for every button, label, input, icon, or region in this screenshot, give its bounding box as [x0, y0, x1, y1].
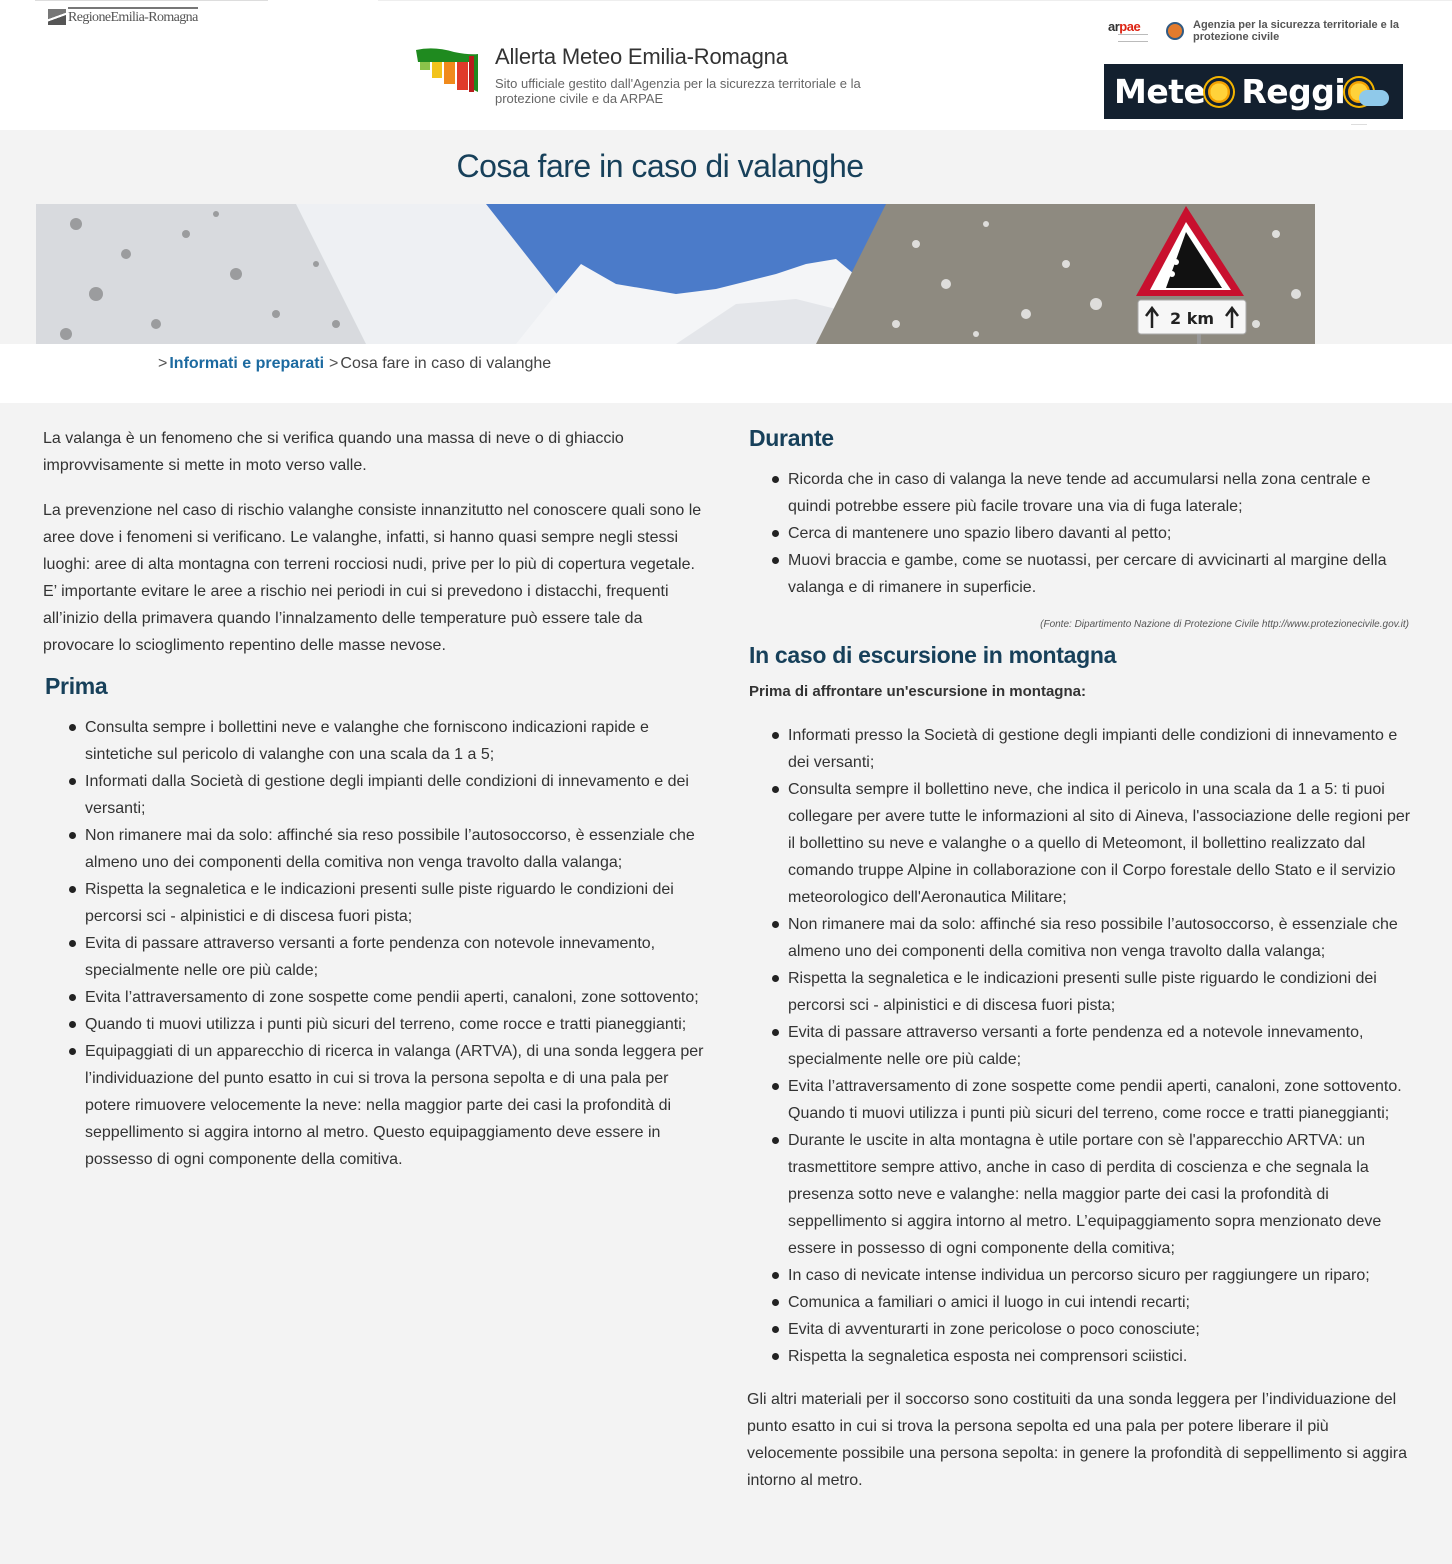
prima-list: [43, 714, 708, 1173]
list-item: Evita di passare attraverso versanti a forte pendenza con notevole innevamento, specialmente nelle ore più calde;: [43, 930, 708, 984]
site-title[interactable]: Allerta Meteo Emilia-Romagna: [495, 44, 788, 69]
list-item: Evita di passare attraverso versanti a forte pendenza ed a notevole innevamento, specialmente nelle ore più calde;: [746, 1019, 1414, 1073]
section-heading-escursione: In caso di escursione in montagna: [749, 642, 1117, 668]
closing-paragraph: Gli altri materiali per il soccorso sono costituiti da una sonda leggera per l’individuazione del punto esatto in cui si trova la persona sepolta ed una pala per potere liberare il più velocemente possibile una persona sepolta: in genere la profondità di seppellimento si aggira intorno al metro.: [747, 1391, 1407, 1489]
list-item: Informati presso la Società di gestione degli impianti delle condizioni di innevamento e dei versanti;: [746, 722, 1414, 776]
escursione-list: [746, 722, 1414, 1370]
breadcrumb: [158, 355, 551, 373]
list-item: In caso di nevicate intense individua un percorso sicuro per raggiungere un riparo;: [746, 1262, 1414, 1289]
sun-icon: [1208, 81, 1230, 103]
breadcrumb-bar: [3, 381, 1452, 403]
prevention-paragraph: La prevenzione nel caso di rischio valanghe consiste innanzitutto nel conoscere quali sono le aree dove i fenomeni si verificano. Le valanghe, infatti, si hanno quasi sempre negli stessi luoghi: aree di alta montagna con terreni rocciosi nudi, prive per lo più di copertura vegetale. E’ importante evitare le aree a rischio nei periodi in cui si prevedono i distacchi, frequenti all’inizio della primavera quando l’innalzamento delle temperature può essere tale da provocare lo scioglimento repentino delle masse nevose.: [43, 502, 702, 654]
agency-text[interactable]: Agenzia per la sicurezza territoriale e la protezione civile: [1193, 19, 1400, 43]
hero-image: [36, 204, 1315, 344]
meteo-reggio-banner[interactable]: [1104, 64, 1403, 119]
right-column: [749, 425, 1414, 1494]
divider: [35, 0, 268, 1]
list-item: Rispetta la segnaletica esposta nei comprensori sciistici.: [746, 1343, 1414, 1370]
arpae-tagline-lines: [1118, 34, 1148, 42]
section-heading-durante: Durante: [749, 425, 834, 451]
breadcrumb-current: Cosa fare in caso di valanghe: [340, 355, 552, 372]
page-title: Cosa fare in caso di valanghe: [456, 148, 864, 184]
list-item: Comunica a familiari o amici il luogo in cui intendi recarti;: [746, 1289, 1414, 1316]
arpae-logo[interactable]: [1108, 19, 1140, 34]
divider: [1351, 124, 1367, 125]
list-item: Informati dalla Società di gestione degli impianti delle condizioni di innevamento e dei versanti;: [43, 768, 708, 822]
protezione-civile-icon[interactable]: [1166, 22, 1184, 40]
section-heading-prima: Prima: [45, 673, 108, 699]
arpae-logo-text-a: ar: [1108, 19, 1120, 34]
list-item: Durante le uscite in alta montagna è utile portare con sè l'apparecchio ARTVA: un trasmettitore sempre attivo, anche in caso di perdita di coscienza e che segnala la presenza sotto neve e valanghe: nella maggior parte dei casi la profondità di seppellimento si aggira intorno al metro. L’equipaggiamento sopra menzionato deve essere in possesso di ogni componente della comitiva;: [746, 1127, 1414, 1262]
list-item: Evita l’attraversamento di zone sospette come pendii aperti, canaloni, zone sottovento. Quando ti muovi utilizza i punti più sicuri del terreno, come rocce e tratti pianeggianti;: [746, 1073, 1414, 1127]
sign-text: 2 km: [1169, 309, 1215, 328]
cloud-icon: [1359, 90, 1389, 106]
list-item: Ricorda che in caso di valanga la neve tende ad accumularsi nella zona centrale e quindi potrebbe essere più facile trovare una via di fuga laterale;: [746, 466, 1414, 520]
breadcrumb-link-informati[interactable]: Informati e preparati: [169, 355, 325, 372]
list-item: Consulta sempre il bollettino neve, che indica il pericolo in una scala da 1 a 5: ti puoi collegare per avere tutte le informazioni al sito di Aineva, l'associazione delle regioni per il bollettino su neve e valanghe o a quello di Meteomont, il bollettino realizzato dal comando truppe Alpine in collaborazione con il Corpo forestale dello Stato e il servizio meteorologico dell'Aeronautica Militare;: [746, 776, 1414, 911]
source-note: (Fonte: Dipartimento Nazione di Protezione Civile http://www.protezionecivile.gov.it): [1040, 619, 1409, 630]
breadcrumb-separator: >: [158, 355, 168, 372]
list-item: Non rimanere mai da solo: affinché sia reso possibile l’autosoccorso, è essenziale che almeno uno dei componenti della comitiva non venga travolto dalla valanga;: [746, 911, 1414, 965]
site-subtitle: Sito ufficiale gestito dall'Agenzia per la sicurezza territoriale e la protezione civile e da ARPAE: [495, 76, 861, 106]
list-item: Cerca di mantenere uno spazio libero davanti al petto;: [746, 520, 1414, 547]
list-item: Rispetta la segnaletica e le indicazioni presenti sulle piste riguardo le condizioni dei percorsi sci - alpinistici e di discesa fuori pista;: [746, 965, 1414, 1019]
list-item: Equipaggiati di un apparecchio di ricerca in valanga (ARTVA), di una sonda leggera per l’individuazione del punto esatto in cui si trova la persona sepolta e di una pala per potere rimuovere velocemente la neve: nella maggior parte dei casi la profondità di seppellimento si aggira intorno al metro. Questo equipaggiamento deve essere in possesso di ogni componente della comitiva.: [43, 1038, 708, 1173]
avalanche-landscape-image: [36, 204, 1315, 344]
allerta-meteo-logo-icon[interactable]: [414, 44, 480, 94]
list-item: Muovi braccia e gambe, come se nuotassi, per cercare di avvicinarti al margine della valanga e di rimanere in superficie.: [746, 547, 1414, 601]
meteo-banner-word2: Reggi: [1241, 72, 1346, 111]
meteo-banner-word1: Mete: [1114, 72, 1206, 111]
breadcrumb-separator: >: [329, 355, 339, 372]
list-item: Rispetta la segnaletica e le indicazioni presenti sulle piste riguardo le condizioni dei percorsi sci - alpinistici e di discesa fuori pista;: [43, 876, 708, 930]
durante-list: [746, 466, 1414, 601]
list-item: Consulta sempre i bollettini neve e valanghe che forniscono indicazioni rapide e sintetiche sul pericolo di valanghe con una scala da 1 a 5;: [43, 714, 708, 768]
region-flag-icon: [48, 9, 66, 25]
regione-emilia-romagna-logo[interactable]: [48, 7, 198, 25]
site-header: [0, 0, 1452, 130]
list-item: Quando ti muovi utilizza i punti più sicuri del terreno, come rocce e tratti pianeggianti;: [43, 1011, 708, 1038]
list-item: Non rimanere mai da solo: affinché sia reso possibile l’autosoccorso, è essenziale che almeno uno dei componenti della comitiva non venga travolto dalla valanga;: [43, 822, 708, 876]
arpae-logo-text-b: pae: [1119, 19, 1141, 34]
list-item: Evita di avventurarti in zone pericolose o poco conosciute;: [746, 1316, 1414, 1343]
list-item: Evita l’attraversamento di zone sospette come pendii aperti, canaloni, zone sottovento;: [43, 984, 708, 1011]
escursione-lead: Prima di affrontare un'escursione in montagna:: [749, 683, 1086, 700]
divider: [378, 0, 1452, 1]
region-logo-text: RegioneEmilia-Romagna: [68, 7, 198, 25]
intro-paragraph: La valanga è un fenomeno che si verifica quando una massa di neve o di ghiaccio improvvisamente si mette in moto verso valle.: [43, 430, 624, 474]
left-column: [43, 425, 708, 1173]
